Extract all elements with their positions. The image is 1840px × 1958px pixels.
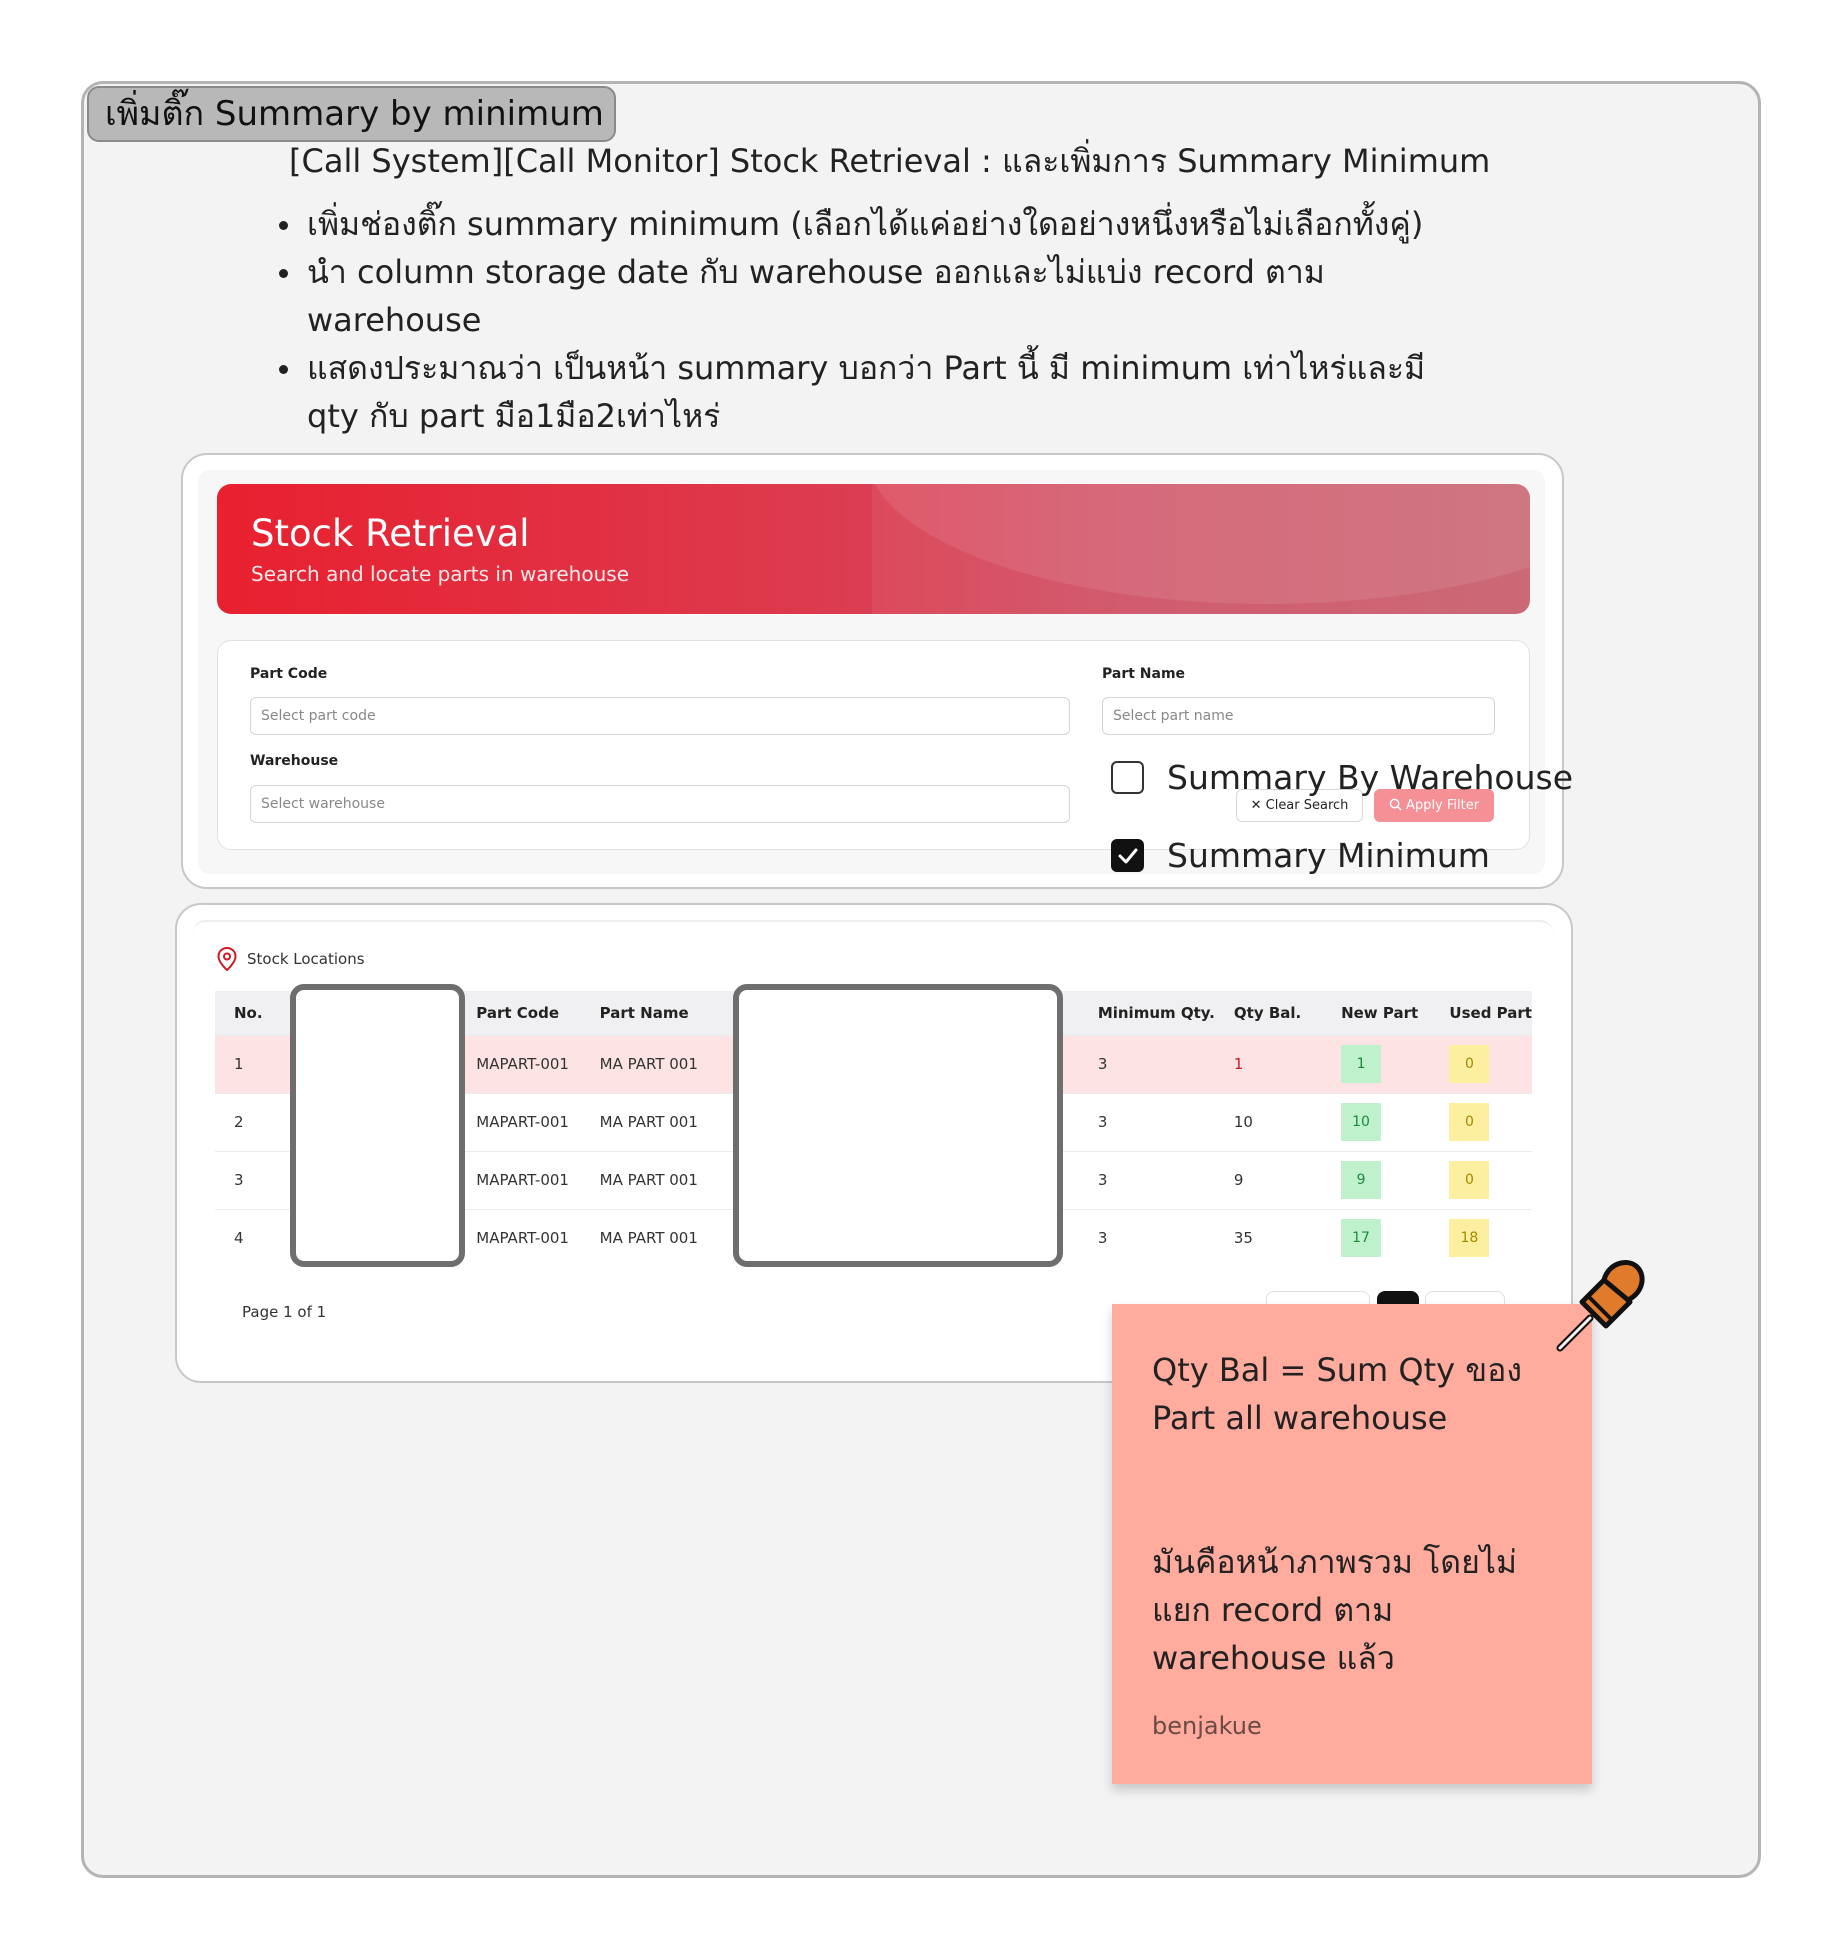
page-banner [217,484,1530,614]
bullet-item: นำ column storage date กับ warehouse ออกและไม่แบ่ง record ตาม warehouse [275,248,1435,344]
page-subtitle: Search and locate parts in warehouse [251,562,629,586]
page-title: Stock Retrieval [251,512,530,555]
cell-no: 1 [215,1035,282,1093]
col-header-no[interactable]: No. [215,991,282,1035]
cell-qty-bal: 1 [1215,1035,1322,1093]
cell-qty-bal: 35 [1215,1209,1322,1267]
col-header-part-name[interactable]: Part Name [581,991,772,1035]
summary-by-warehouse-option[interactable] [1111,758,1573,797]
col-header-new-part[interactable]: New Part [1322,991,1430,1035]
cell-part-name: MA PART 001 [581,1035,772,1093]
col-header-qty-bal[interactable]: Qty Bal. [1215,991,1322,1035]
col-header-part-code[interactable]: Part Code [457,991,580,1035]
used-part-badge: 0 [1449,1103,1489,1141]
new-part-badge: 10 [1341,1103,1381,1141]
description-heading: [Call System][Call Monitor] Stock Retrieval : และเพิ่มการ Summary Minimum [289,142,1491,180]
cell-no: 4 [215,1209,282,1267]
cell-part-code: MAPART-001 [457,1035,580,1093]
clear-search-label: Clear Search [1265,798,1349,813]
cell-no: 3 [215,1151,282,1209]
cell-part-code: MAPART-001 [457,1093,580,1151]
cell-minimum-qty: 3 [1079,1093,1215,1151]
summary-minimum-checkbox[interactable] [1111,839,1144,872]
col-header-minimum-qty[interactable]: Minimum Qty. [1079,991,1215,1035]
check-icon [1117,845,1139,867]
new-part-badge: 1 [1341,1045,1381,1083]
cell-used-part [1430,1151,1532,1209]
summary-by-warehouse-checkbox[interactable] [1111,761,1144,794]
apply-filter-label: Apply Filter [1406,798,1480,813]
used-part-badge: 18 [1449,1219,1489,1257]
bullet-item: เพิ่มช่องติ๊ก summary minimum (เลือกได้แค่อย่างใดอย่างหนึ่งหรือไม่เลือกทั้งคู่) [275,200,1435,248]
sticky-note-line-2: มันคือหน้าภาพรวม โดยไม่แยก record ตาม warehouse แล้ว [1152,1543,1518,1677]
summary-minimum-option[interactable] [1111,836,1490,875]
search-icon [1389,798,1402,811]
removed-column-mask-warehouse [733,984,1063,1267]
new-part-badge: 9 [1341,1161,1381,1199]
stock-locations-title: Stock Locations [247,950,365,968]
part-name-label: Part Name [1102,666,1186,682]
stock-locations-header [217,947,365,971]
cell-part-name: MA PART 001 [581,1209,772,1267]
summary-minimum-label: Summary Minimum [1167,836,1490,875]
frame-title[interactable]: เพิ่มติ๊ก Summary by minimum [87,86,616,142]
cell-part-name: MA PART 001 [581,1151,772,1209]
cell-used-part [1430,1035,1532,1093]
cell-no: 2 [215,1093,282,1151]
cell-minimum-qty: 3 [1079,1035,1215,1093]
sticky-note[interactable] [1112,1304,1592,1784]
part-code-input[interactable]: Select part code [250,697,1070,735]
cell-minimum-qty: 3 [1079,1151,1215,1209]
used-part-badge: 0 [1449,1161,1489,1199]
location-pin-icon [217,947,237,971]
cell-qty-bal: 10 [1215,1093,1322,1151]
cell-part-name: MA PART 001 [581,1093,772,1151]
cell-new-part [1322,1151,1430,1209]
description-bullets [275,200,1435,440]
summary-by-warehouse-label: Summary By Warehouse [1167,758,1574,797]
pushpin-icon [1548,1250,1658,1360]
warehouse-input[interactable]: Select warehouse [250,785,1070,823]
warehouse-label: Warehouse [250,753,339,769]
cell-new-part [1322,1209,1430,1267]
new-part-badge: 17 [1341,1219,1381,1257]
sticky-note-line-1: Qty Bal = Sum Qty ของ Part all warehouse [1152,1351,1522,1437]
cell-used-part [1430,1093,1532,1151]
part-code-label: Part Code [250,666,328,682]
cell-new-part [1322,1035,1430,1093]
cell-part-code: MAPART-001 [457,1209,580,1267]
cell-used-part [1430,1209,1532,1267]
cell-minimum-qty: 3 [1079,1209,1215,1267]
used-part-badge: 0 [1449,1045,1489,1083]
cell-qty-bal: 9 [1215,1151,1322,1209]
bullet-item: แสดงประมาณว่า เป็นหน้า summary บอกว่า Part นี้ มี minimum เท่าไหร่และมี qty กับ part มือ1มือ2เท่าไหร่ [275,344,1435,440]
part-name-input[interactable]: Select part name [1102,697,1495,735]
pagination-info: Page 1 of 1 [242,1303,327,1321]
cell-new-part [1322,1093,1430,1151]
removed-column-mask-storage-date [290,984,465,1267]
sticky-note-author: benjakue [1152,1712,1262,1740]
close-icon: ✕ [1250,798,1262,813]
col-header-used-part[interactable]: Used Part [1430,991,1532,1035]
cell-part-code: MAPART-001 [457,1151,580,1209]
